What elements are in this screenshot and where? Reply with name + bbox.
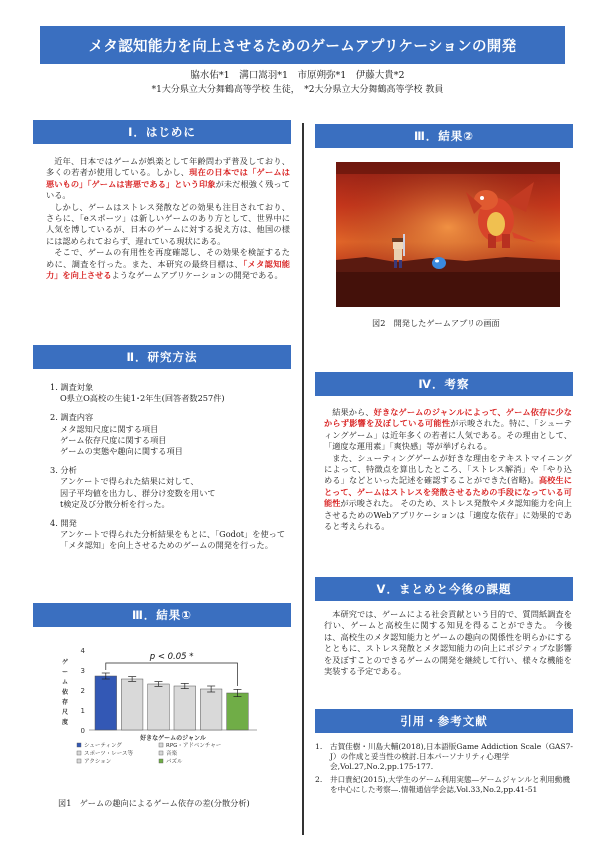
discussion-text: また、シューティングゲームが好きな理由をテキストマイニングによって、特徴点を算出したところ、「ストレス解消」や「やり込める」などといった記述を確認することができた(省略)。 [324,452,572,486]
method-item-line: ゲームの実態や趣向に関する項目 [60,446,183,457]
legend-label: シューティング [84,743,122,749]
discussion-body [324,407,572,532]
section-heading-methods: Ⅱ．研究方法 [33,345,291,369]
method-item-line: アンケートで得られた結果に対して、 [60,476,199,487]
discussion-text: 結果から、 [332,407,374,417]
methods-list [50,382,290,560]
method-item-title: 4. 開発 [50,518,77,529]
reference-item [315,775,573,795]
legend-label: アクション [84,759,112,765]
section-heading-result2: Ⅲ．結果② [315,124,573,148]
summary-paragraph: 本研究では、ゲームによる社会貢献という目的で、質問紙調査を行い、ゲームと高校生に関する知見を得ることができた。 今後は、高校生のメタ認知能力とゲームの趣向の関係性を明らかにするとともに、ストレス発散とメタ認知能力の向上にポジティブな影響を及ぼすことのできるゲームの開発を継続して行い、様々な機能を実装する予定である。 [324,609,572,677]
method-item [50,518,290,552]
bar [174,686,196,730]
author-list: 脇水佑*1 溝口嵩羽*1 市原朔弥*1 伊藤大貴*2 [190,70,405,81]
method-item-title: 3. 分析 [50,465,77,476]
column-divider [302,123,304,835]
legend-swatch [77,759,81,763]
bar [227,693,249,730]
bar [200,689,222,730]
legend-label: スポーツ・レース等 [84,751,134,757]
discussion-paragraph-2 [324,453,572,533]
figure-1-caption: 図1 ゲームの趣向によるゲーム依存の差(分散分析) [58,798,250,808]
y-tick-label: 0 [80,727,85,735]
summary-body [324,609,572,677]
legend-swatch [159,743,163,747]
bar-chart [55,646,265,774]
affiliation-list: *1大分県立大分舞鶴高等学校 生徒， *2大分県立大分舞鶴高等学校 教員 [151,85,444,95]
y-axis-label-char: 尺 [61,709,69,716]
legend-label: RPG・アドベンチャー [166,743,222,749]
legend-swatch [159,751,163,755]
intro-text: そこで、ゲームの有用性を再度確認し、その効果を検証するために、調査を行った。また、本研究の最終目標は、 [46,247,290,269]
y-axis-label-char: 存 [61,699,69,706]
y-axis-label-char: ム [61,679,69,686]
y-tick-label: 1 [80,707,85,715]
method-item-line: 因子平均値を出力し、群分け変数を用いて [60,487,216,498]
reference-list [315,742,573,797]
game-scene-illustration [336,162,560,307]
y-axis-label-char: 依 [61,689,69,696]
bar [95,676,117,730]
intro-highlight: 現在の日本では「ゲームは悪いもの」「ゲームは害悪である」という印象 [46,167,290,189]
game-screenshot [336,162,560,307]
y-axis-label-char: ー [61,669,69,676]
discussion-highlight: 好きなゲームのジャンルによって、ゲーム依存に少なからず影響を及ぼしている可能性 [324,407,572,429]
reference-number: 2. [315,774,323,784]
y-tick-label: 4 [80,647,85,655]
significance-annotation: p < 0.05 * [149,652,194,662]
legend-swatch [159,759,163,763]
y-tick-label: 3 [80,667,85,675]
section-heading-references: 引用・参考文献 [315,709,573,733]
poster-title: メタ認知能力を向上させるためのゲームアプリケーションの開発 [40,26,565,64]
legend-label: パズル [166,759,183,765]
reference-text: 井口貴紀(2015),大学生のゲーム利用実態—ゲームジャンルと利用動機を中心にした考察—.情報通信学会誌,Vol.33,No.2,pp.41-51 [330,774,570,794]
section-heading-summary: Ⅴ．まとめと今後の課題 [315,577,573,601]
intro-paragraph-1 [46,156,290,202]
section-heading-intro: Ⅰ．はじめに [33,120,291,144]
method-item [50,412,290,457]
method-item-title: 1. 調査対象 [50,382,94,392]
y-tick-label: 2 [80,687,85,695]
method-item-line: メタ認知尺度に関する項目 [60,423,159,434]
reference-number: 1. [315,742,323,751]
intro-paragraph-3 [46,247,290,281]
section-heading-result1: Ⅲ．結果① [33,603,291,627]
intro-text: ようなゲームアプリケーションの開発である。 [111,270,283,281]
method-item [50,382,290,404]
reference-item [315,742,573,773]
intro-text: 近年、日本ではゲームが娯楽として年齢問わず普及しており、多くの若者が使用している。しかし、 [46,156,290,178]
method-item-line: アンケートで得られた分析結果をもとに、「Godot」を使って「メタ認知」を向上させるためのゲームの開発を行った。 [60,529,286,551]
legend-swatch [77,743,81,747]
x-axis-label: 好きなゲームのジャンル [140,735,206,742]
discussion-text: が示唆された。 そのため、ストレス発散やメタ認知能力を向上させるためのWebアプリケーションは「適度な依存」に効果的であると考えられる。 [324,498,572,532]
method-item-line: t検定及び分散分析を行った。 [60,498,170,509]
legend-swatch [77,751,81,755]
method-item-title: 2. 調査内容 [50,412,94,423]
intro-highlight: 「メタ認知能力」を向上させる [46,258,290,281]
method-item-line: ゲーム依存尺度に関する項目 [60,434,167,445]
discussion-text: が示唆された。特に、「シューティングゲーム」は近年多くの若者に人気である。その理由として、「適度な運用素」「爽快感」等が挙げられる。 [324,418,572,452]
discussion-paragraph-1 [324,407,572,453]
slime-sprite [432,257,446,269]
legend-label: 音楽 [166,751,178,757]
reference-text: 古賀佳樹・川島大輔(2018),日本語版Game Addiction Scale（GAS7-J）の作成と妥当性の検討.日本パーソナリティ心理学会,Vol.27,No.2,pp.175-177. [330,742,573,772]
bar [148,684,170,730]
intro-paragraph-2: しかし、ゲームはストレス発散などの効果も注目されており、さらに、「eスポーツ」は新しいゲームのあり方として、世界中に人気を博しているが、日本のゲームに対する捉え方は、他国の様には認められておらず、遅れている現状にある。 [46,201,290,246]
discussion-highlight: 高校生にとって、ゲームはストレスを発散させるための手段になっている可能性 [324,475,572,509]
method-item [50,465,290,510]
section-heading-discussion: Ⅳ．考察 [315,372,573,396]
figure-1-chart [55,646,265,774]
y-axis-label-char: 度 [61,719,69,726]
bar [121,679,143,730]
method-item-line: O県立O高校の生徒1･2年生(回答者数257件) [60,393,225,404]
figure-2-caption: 図2 開発したゲームアプリの画面 [372,318,500,328]
intro-body [46,156,290,281]
y-axis-label-char: ゲ [61,659,69,666]
intro-text: が未だ根強く残っている。 [46,178,290,201]
